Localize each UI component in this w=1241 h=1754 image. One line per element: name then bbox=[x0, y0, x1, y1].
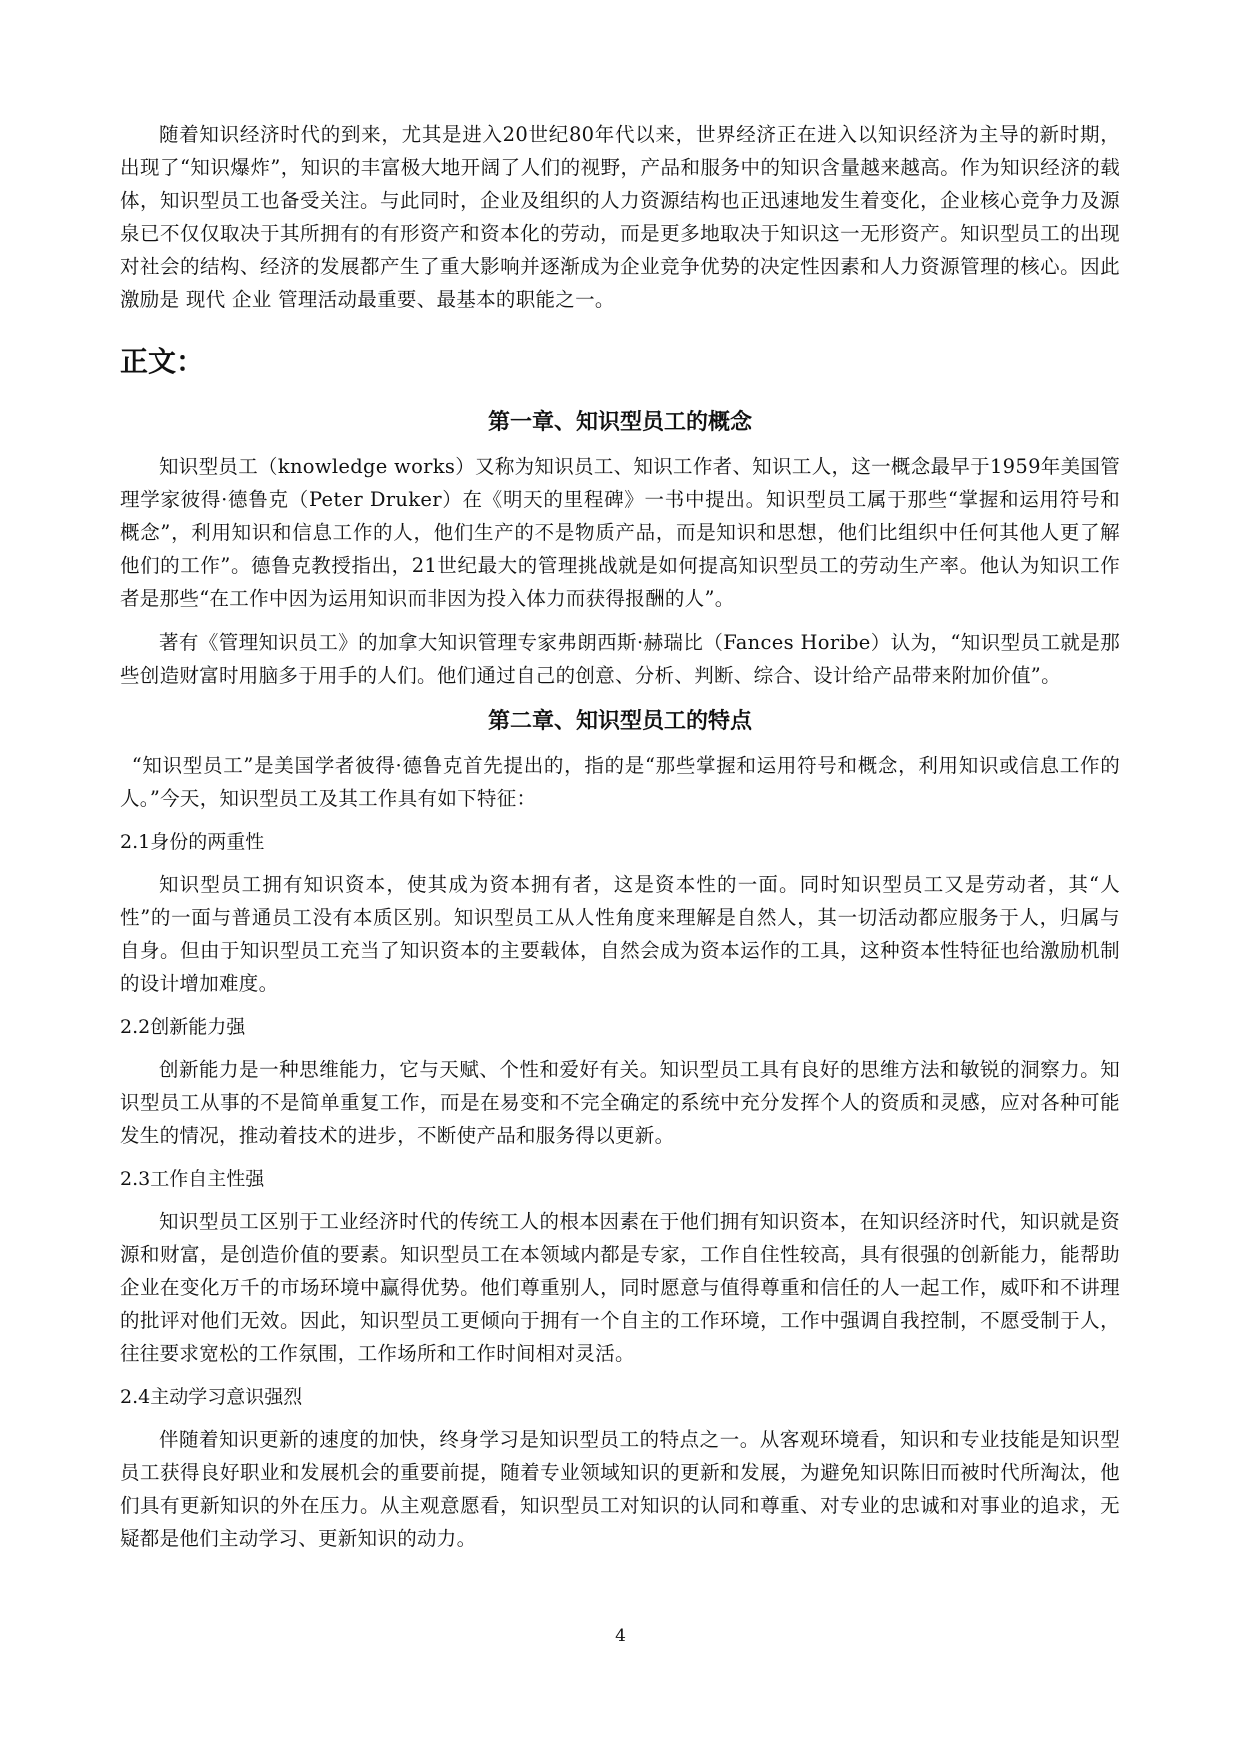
chapter1-title: 第一章、知识型员工的概念 bbox=[487, 410, 752, 435]
subsection-2-2-text: 创新能力是一种思维能力，它与天赋、个性和爱好有关。知识型员工具有良好的思维方法和敏锐的洞察力。知识型员工从事的不是简单重复工作，而是在易变和不完全确定的系统中充分发挥个人的资质和灵感，应对各种可能发生的情况，推动着技术的进步，不断使产品和服务得以更新。 bbox=[120, 1058, 1120, 1147]
chapter2-intro: “知识型员工”是美国学者彼得·德鲁克首先提出的，指的是“那些掌握和运用符号和概念，利用知识或信息工作的人。”今天，知识型员工及其工作具有如下特征： bbox=[120, 754, 1120, 810]
subsection-2-3-title: 2.3工作自主性强 bbox=[120, 1168, 265, 1190]
subsection-2-1-title: 2.1身份的两重性 bbox=[120, 831, 265, 853]
chapter2-title: 第二章、知识型员工的特点 bbox=[487, 709, 752, 734]
section-heading: 正文： bbox=[120, 345, 205, 378]
subsection-2-4-title: 2.4主动学习意识强烈 bbox=[120, 1386, 303, 1408]
subsection-2-3-text: 知识型员工区别于工业经济时代的传统工人的根本因素在于他们拥有知识资本，在知识经济时代，知识就是资源和财富，是创造价值的要素。知识型员工在本领域内都是专家，工作自住性较高，具有很强的创新能力，能帮助企业在变化万千的市场环境中赢得优势。他们尊重别人，同时愿意与值得尊重和信任的人一起工作，威吓和不讲理的批评对他们无效。因此，知识型员工更倾向于拥有一个自主的工作环境，工作中强调自我控制，不愿受制于人，往往要求宽松的工作氛围，工作场所和工作时间相对灵活。 bbox=[120, 1210, 1120, 1365]
subsection-2-2-title: 2.2创新能力强 bbox=[120, 1016, 246, 1038]
page-number: 4 bbox=[615, 1626, 626, 1646]
intro-paragraph: 随着知识经济时代的到来，尤其是进入20世纪80年代以来，世界经济正在进入以知识经济为主导的新时期，出现了“知识爆炸”，知识的丰富极大地开阔了人们的视野，产品和服务中的知识含量越来越高。作为知识经济的载体，知识型员工也备受关注。与此同时，企业及组织的人力资源结构也正迅速地发生着变化，企业核心竞争力及源泉已不仅仅取决于其所拥有的有形资产和资本化的劳动，而是更多地取决于知识这一无形资产。知识型员工的出现对社会的结构、经济的发展都产生了重大影响并逐渐成为企业竞争优势的决定性因素和人力资源管理的核心。因此激励是 现代 企业 管理活动最重要、最基本的职能之一。 bbox=[120, 123, 1120, 311]
document-body bbox=[120, 118, 1120, 1566]
subsection-2-1-text: 知识型员工拥有知识资本，使其成为资本拥有者，这是资本性的一面。同时知识型员工又是劳动者，其“人性”的一面与普通员工没有本质区别。知识型员工从人性角度来理解是自然人，其一切活动都应服务于人，归属与自身。但由于知识型员工充当了知识资本的主要载体，自然会成为资本运作的工具，这种资本性特征也给激励机制的设计增加难度。 bbox=[120, 873, 1120, 995]
subsection-2-4-text: 伴随着知识更新的速度的加快，终身学习是知识型员工的特点之一。从客观环境看，知识和专业技能是知识型员工获得良好职业和发展机会的重要前提，随着专业领域知识的更新和发展，为避免知识陈旧而被时代所淘汰，他们具有更新知识的外在压力。从主观意愿看，知识型员工对知识的认同和尊重、对专业的忠诚和对事业的追求，无疑都是他们主动学习、更新知识的动力。 bbox=[120, 1428, 1120, 1550]
chapter1-paragraph-1: 知识型员工（knowledge works）又称为知识员工、知识工作者、知识工人，这一概念最早于1959年美国管理学家彼得·德鲁克（Peter Druker）在《明天的里程碑》一书中提出。知识型员工属于那些“掌握和运用符号和概念”，利用知识和信息工作的人，他们生产的不是物质产品，而是知识和思想，他们比组织中任何其他人更了解他们的工作”。德鲁克教授指出，21世纪最大的管理挑战就是如何提高知识型员工的劳动生产率。他认为知识工作者是那些“在工作中因为运用知识而非因为投入体力而获得报酬的人”。 bbox=[120, 455, 1120, 610]
chapter1-paragraph-2: 著有《管理知识员工》的加拿大知识管理专家弗朗西斯·赫瑞比（Fances Horibe）认为，“知识型员工就是那些创造财富时用脑多于用手的人们。他们通过自己的创意、分析、判断、综合、设计给产品带来附加价值”。 bbox=[120, 631, 1120, 687]
